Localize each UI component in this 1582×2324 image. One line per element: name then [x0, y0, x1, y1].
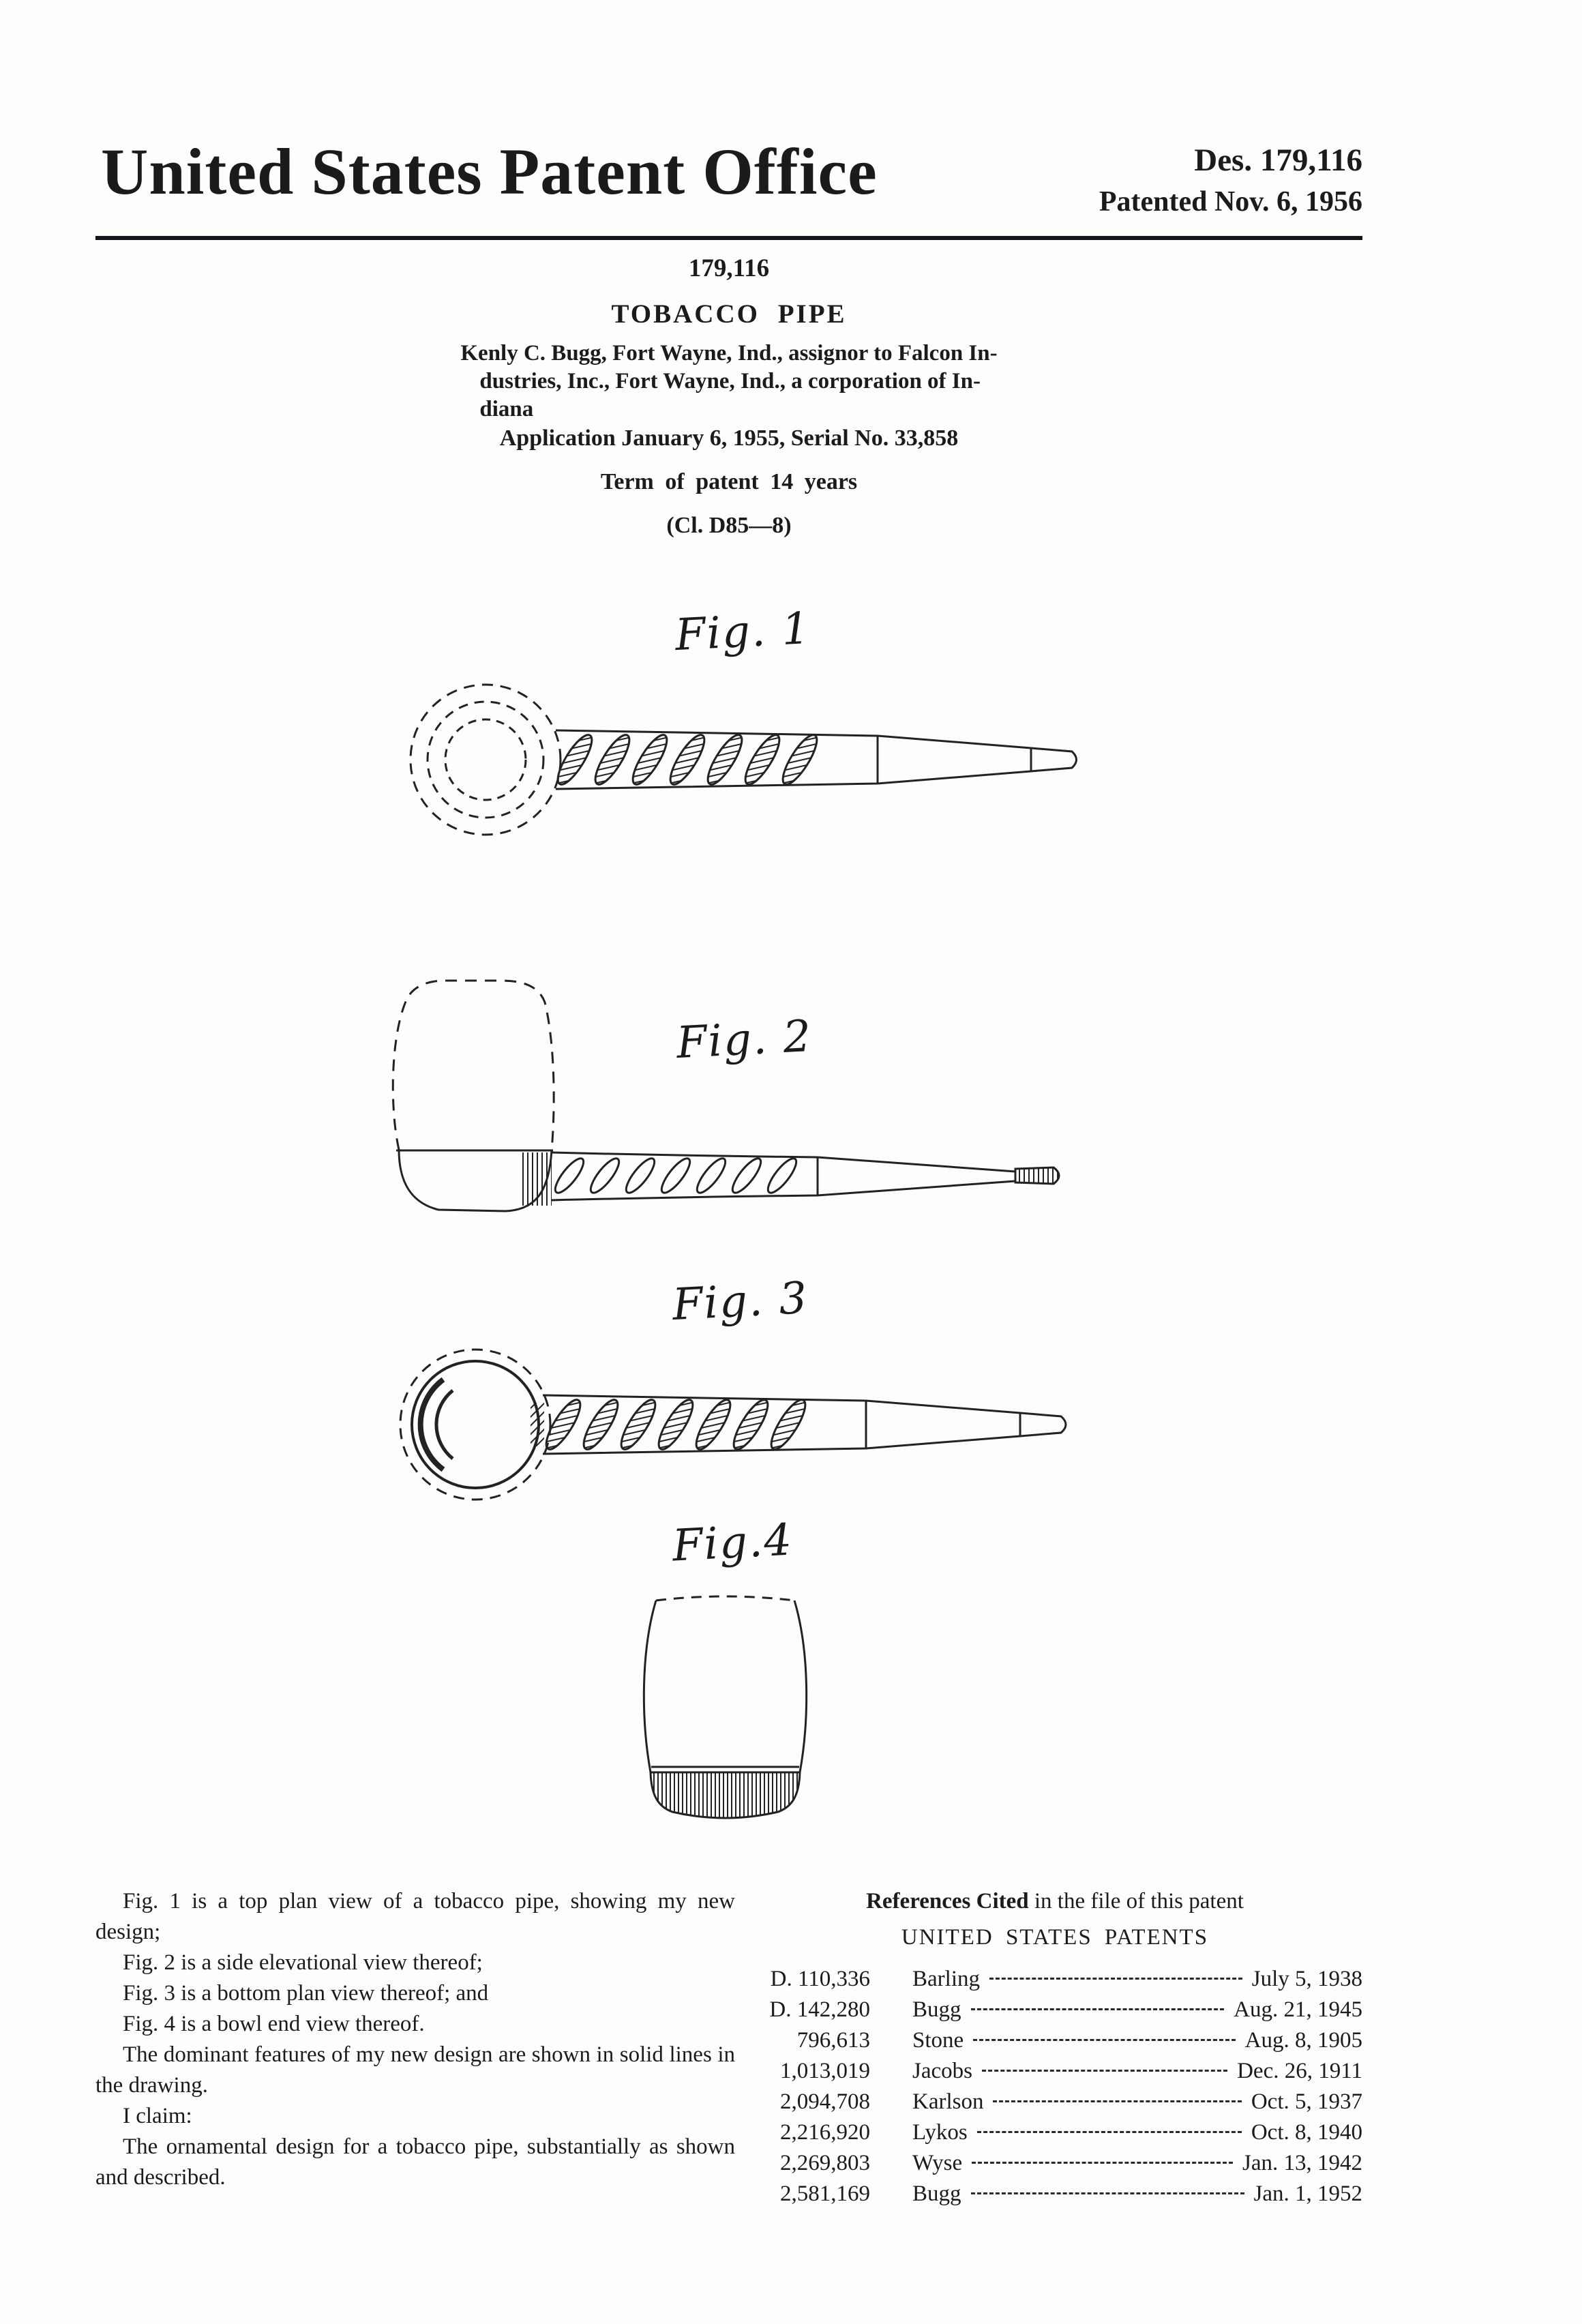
patentee-name: Barling — [912, 1967, 980, 1991]
patent-date: Oct. 5, 1937 — [1251, 2089, 1362, 2114]
reference-row — [747, 2056, 1362, 2087]
reference-row — [747, 2087, 1362, 2117]
reference-row — [747, 2025, 1362, 2056]
patent-date: Dec. 26, 1911 — [1237, 2059, 1362, 2083]
references-heading-bold: References Cited — [866, 1889, 1029, 1913]
patent-term-line: Term of patent 14 years — [600, 469, 858, 494]
design-patent-number: Des. 179,116 — [1194, 143, 1362, 178]
patent-office-title: United States Patent Office — [101, 135, 878, 208]
patent-number: D. 110,336 — [770, 1967, 870, 1991]
figure-4-drawing — [633, 1590, 818, 1838]
references-column — [747, 1886, 1362, 2209]
patent-date: July 5, 1938 — [1251, 1967, 1362, 1991]
inventor-line: Kenly C. Bugg, Fort Wayne, Ind., assignor to Falcon In- — [460, 341, 998, 366]
patent-date: Aug. 21, 1945 — [1234, 1997, 1362, 2022]
dotted-leader — [993, 2100, 1241, 2102]
patentee-name: Wyse — [912, 2151, 963, 2175]
inventor-paragraph — [95, 340, 1362, 423]
figure-description: Fig. 4 is a bowl end view thereof. — [123, 2012, 425, 2036]
figure-3-label: Fig. 3 — [671, 1272, 810, 1331]
patent-number: 2,269,803 — [780, 2151, 870, 2175]
dotted-leader — [977, 2131, 1242, 2133]
serial-number: 179,116 — [688, 254, 770, 282]
patent-date: Jan. 1, 1952 — [1253, 2181, 1362, 2206]
patentee-name: Lykos — [912, 2120, 968, 2145]
us-patents-subheading: UNITED STATES PATENTS — [901, 1925, 1209, 1950]
figure-1-drawing — [407, 676, 1096, 844]
claim-text: The ornamental design for a tobacco pipe, substantially as shown and described. — [95, 2134, 735, 2190]
references-heading-rest: in the file of this patent — [1028, 1889, 1244, 1913]
header-rule — [95, 236, 1362, 240]
inventor-line: diana — [479, 397, 534, 421]
reference-row — [747, 2179, 1362, 2209]
patent-date: Oct. 8, 1940 — [1251, 2120, 1362, 2145]
description-column — [95, 1886, 735, 2193]
reference-row — [747, 2148, 1362, 2179]
application-line: Application January 6, 1955, Serial No. 33,858 — [499, 426, 959, 451]
dotted-leader — [982, 2070, 1227, 2072]
figure-2-drawing — [384, 974, 1096, 1220]
patent-date: Aug. 8, 1905 — [1244, 2028, 1362, 2053]
dotted-leader — [972, 2162, 1233, 2164]
spiral-fins — [552, 730, 823, 788]
inventor-line: dustries, Inc., Fort Wayne, Ind., a corporation of In- — [479, 369, 981, 393]
patentee-name: Bugg — [912, 1997, 961, 2022]
patent-date: Jan. 13, 1942 — [1242, 2151, 1362, 2175]
patent-number: 2,216,920 — [780, 2120, 870, 2145]
patent-number: D. 142,280 — [769, 1997, 870, 2022]
figure-description: Fig. 1 is a top plan view of a tobacco pipe, showing my new design; — [95, 1889, 735, 1944]
dotted-leader — [973, 2039, 1235, 2041]
patent-number: 796,613 — [796, 2028, 870, 2053]
dotted-leader — [989, 1978, 1242, 1980]
classification-line: (Cl. D85—8) — [666, 513, 792, 538]
figure-description: Fig. 2 is a side elevational view thereof; — [123, 1950, 483, 1975]
patentee-name: Bugg — [912, 2181, 961, 2206]
patent-number: 2,094,708 — [780, 2089, 870, 2114]
reference-row — [747, 1995, 1362, 2025]
references-heading — [747, 1886, 1362, 1917]
patentee-name: Stone — [912, 2028, 964, 2053]
figure-3-drawing — [398, 1340, 1095, 1508]
reference-row — [747, 1964, 1362, 1995]
reference-row — [747, 2117, 1362, 2148]
pipe-bowl-bottom-view — [400, 1350, 550, 1500]
figure-4-label: Fig.4 — [671, 1515, 794, 1572]
spiral-fins-side — [551, 1154, 801, 1196]
patentee-name: Jacobs — [912, 2059, 972, 2083]
pipe-bowl-top-view — [411, 685, 561, 835]
pipe-bowl-end-view — [644, 1596, 806, 1818]
claim-intro: I claim: — [123, 2104, 192, 2128]
spiral-fins-bottom — [541, 1395, 811, 1453]
figure-2-label: Fig. 2 — [675, 1011, 814, 1069]
pipe-bowl-side-view — [393, 981, 554, 1211]
patent-number: 1,013,019 — [780, 2059, 870, 2083]
figure-1-label: Fig. 1 — [674, 603, 813, 661]
figure-description: Fig. 3 is a bottom plan view thereof; and — [123, 1981, 489, 2006]
dotted-leader — [971, 2192, 1244, 2194]
invention-title: TOBACCO PIPE — [611, 299, 847, 329]
header-right-block — [989, 142, 1362, 218]
design-features-note: The dominant features of my new design are shown in solid lines in the drawing. — [95, 2042, 735, 2098]
patented-date: Patented Nov. 6, 1956 — [1099, 186, 1362, 218]
dotted-leader — [971, 2008, 1225, 2010]
patentee-name: Karlson — [912, 2089, 984, 2114]
patent-number: 2,581,169 — [780, 2181, 870, 2206]
